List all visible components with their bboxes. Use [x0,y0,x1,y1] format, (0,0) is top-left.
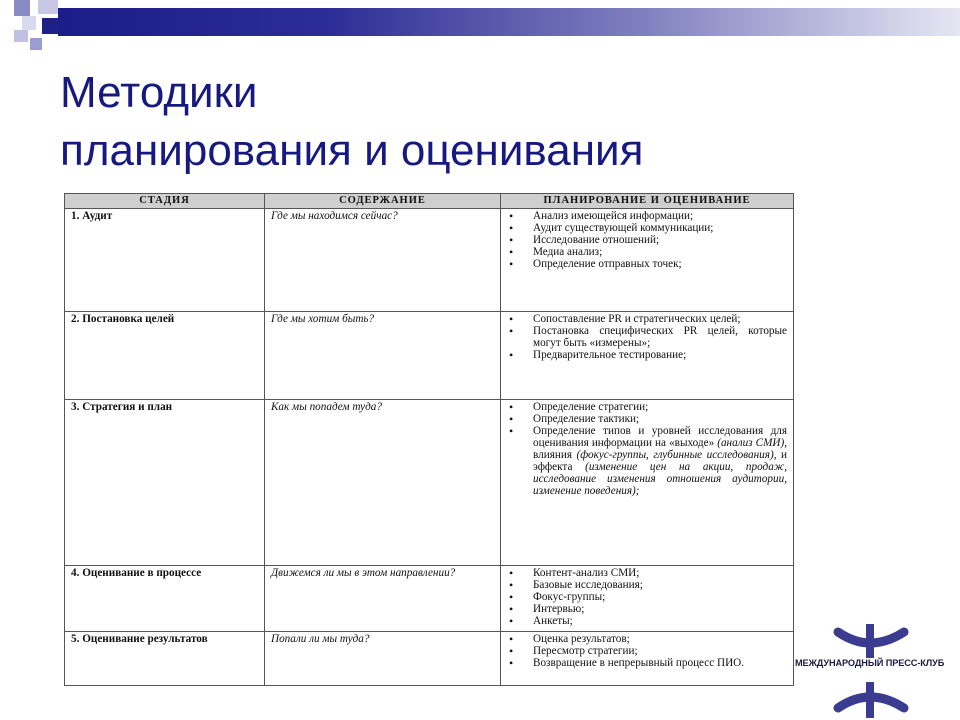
slide-title-line-1: Методики [60,68,258,117]
stage-cell: 3. Стратегия и план [65,400,265,566]
list-item: • Определение тактики; [507,413,787,425]
list-item: • Медиа анализ; [507,246,787,258]
table-row [65,312,794,400]
stage-cell: 5. Оценивание результатов [65,632,265,686]
list-item: • Возвращение в непрерывный процесс ПИО. [507,657,787,669]
list-item: • Контент-анализ СМИ; [507,567,787,579]
list-item: • Интервью; [507,603,787,615]
deco-square-3 [22,16,36,30]
content-cell: Где мы хотим быть? [265,312,501,400]
item-text: , влияния [533,437,787,461]
deco-square-4 [42,18,58,34]
list-item: • Фокус-группы; [507,591,787,603]
item-text-italic: (фокус-группы, глубинные исследования) [576,449,774,461]
stage-cell: 2. Постановка целей [65,312,265,400]
list-item: • Определение стратегии; [507,401,787,413]
content-cell: Движемся ли мы в этом направлении? [265,566,501,632]
list-item: • Предварительное тестирование; [507,349,787,361]
deco-square-6 [30,38,42,50]
plan-cell [501,209,794,312]
header-planning: ПЛАНИРОВАНИЕ И ОЦЕНИВАНИЕ [501,194,794,209]
deco-square-5 [14,30,28,42]
plan-cell [501,566,794,632]
stage-cell: 1. Аудит [65,209,265,312]
table-row [65,400,794,566]
logo-caption: МЕЖДУНАРОДНЫЙ ПРЕСС-КЛУБ [795,658,945,668]
header-gradient-bar [58,8,960,36]
content-cell: Где мы находимся сейчас? [265,209,501,312]
list-item [507,425,787,497]
deco-square-1 [14,0,30,16]
item-text-italic: (изменение цен на акции, продаж, исследование изменения отношения аудитории, изменение поведения); [533,461,787,497]
plan-cell [501,400,794,566]
list-item: • Определение отправных точек; [507,258,787,270]
table-row [65,632,794,686]
slide-title [60,64,860,180]
list-item: • Исследование отношений; [507,234,787,246]
header-stage: СТАДИЯ [65,194,265,209]
slide-title-line-2: планирования и оценивания [60,126,644,175]
header-content: СОДЕРЖАНИЕ [265,194,501,209]
table-header-row [65,194,794,209]
list-item: • Базовые исследования; [507,579,787,591]
stage-cell: 4. Оценивание в процессе [65,566,265,632]
list-item: • Анкеты; [507,615,787,627]
item-text-italic: (анализ СМИ) [717,437,785,449]
list-item: • Анализ имеющейся информации; [507,210,787,222]
press-club-logo-icon [792,620,960,720]
list-item: • Постановка специфических PR целей, которые могут быть «измерены»; [507,325,787,349]
plan-cell [501,632,794,686]
methods-table [64,193,794,686]
item-text: , и эффекта [533,449,787,473]
list-item: • Аудит существующей коммуникации; [507,222,787,234]
content-cell: Как мы попадем туда? [265,400,501,566]
plan-cell [501,312,794,400]
content-cell: Попали ли мы туда? [265,632,501,686]
table-row [65,209,794,312]
list-item: • Сопоставление PR и стратегических целей; [507,313,787,325]
deco-square-2 [38,0,58,14]
list-item: • Пересмотр стратегии; [507,645,787,657]
table-row [65,566,794,632]
list-item: • Оценка результатов; [507,633,787,645]
item-text: Определение типов и уровней исследования для оценивания информации на «выходе» [533,425,787,449]
